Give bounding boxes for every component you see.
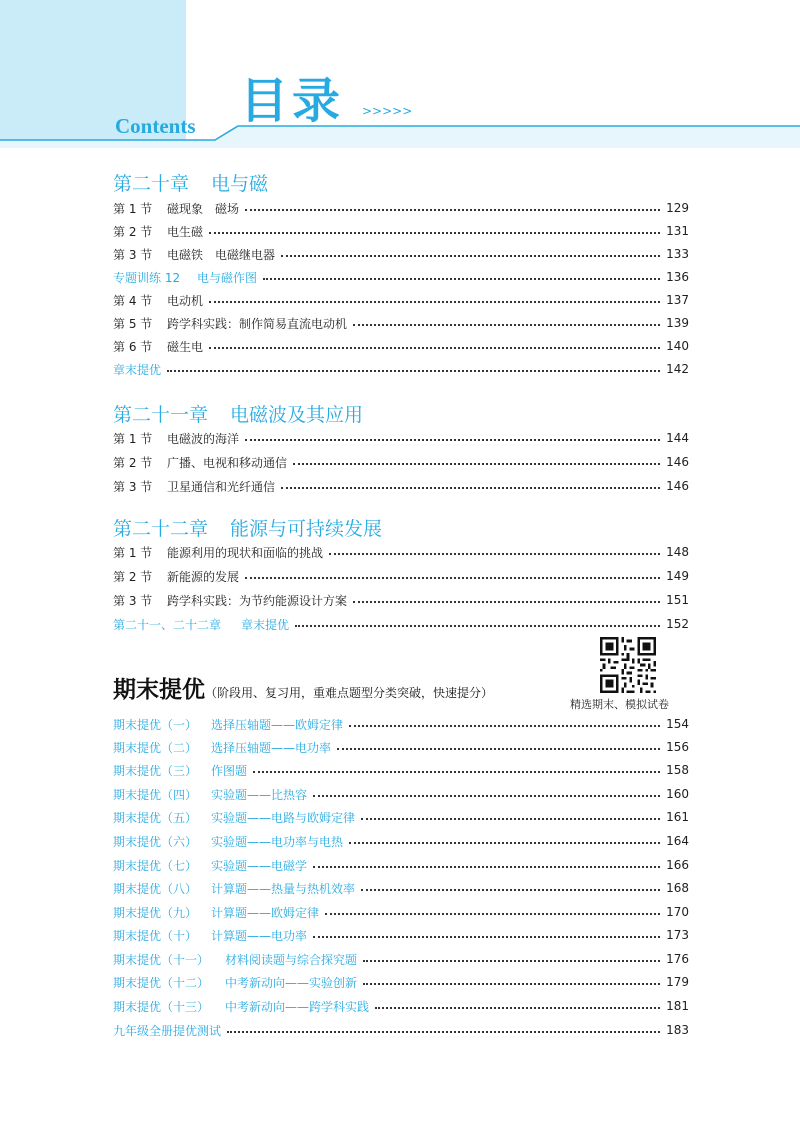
section-name: 电生磁 xyxy=(167,224,204,239)
final-review-heading xyxy=(113,671,493,704)
leader-dots xyxy=(329,553,660,555)
page-number: 137 xyxy=(666,293,689,307)
final-review-row[interactable] xyxy=(113,1020,689,1040)
page-number: 146 xyxy=(666,479,689,493)
final-review-label: 期末提优（五） xyxy=(113,810,198,825)
section-name: 广播、电视和移动通信 xyxy=(167,455,288,470)
final-review-row[interactable] xyxy=(113,925,689,945)
page-number: 179 xyxy=(666,975,689,989)
final-review-row[interactable] xyxy=(113,807,689,827)
final-review-label: 期末提优（七） xyxy=(113,858,198,873)
section-name: 电磁铁 电磁继电器 xyxy=(167,247,276,262)
qr-code-icon[interactable] xyxy=(600,637,656,693)
page-number: 166 xyxy=(666,858,689,872)
leader-dots xyxy=(349,842,660,844)
final-review-subtitle: （阶段用、复习用，重难点题型分类突破，快速提分） xyxy=(205,686,494,700)
page-number: 142 xyxy=(666,362,689,376)
final-review-label: 期末提优（十） xyxy=(113,928,198,943)
section-name: 能源利用的现状和面临的挑战 xyxy=(167,545,324,560)
leader-dots xyxy=(363,983,660,985)
chapter-title xyxy=(113,400,363,427)
leader-dots xyxy=(209,301,660,303)
leader-dots xyxy=(361,818,660,820)
final-review-name: 实验题——电路与欧姆定律 xyxy=(211,810,356,825)
page-number: 168 xyxy=(666,881,689,895)
section-name: 跨学科实践：为节约能源设计方案 xyxy=(167,593,348,608)
section-label: 第 2 节 xyxy=(113,569,153,584)
section-label: 第 1 节 xyxy=(113,431,153,446)
leader-dots xyxy=(245,577,660,579)
toc-row[interactable] xyxy=(113,542,689,562)
leader-dots xyxy=(325,913,660,915)
final-review-label: 期末提优（二） xyxy=(113,740,198,755)
page-number: 152 xyxy=(666,617,689,631)
toc-row[interactable] xyxy=(113,290,689,310)
final-review-row[interactable] xyxy=(113,737,689,757)
page-number: 170 xyxy=(666,905,689,919)
final-review-row[interactable] xyxy=(113,902,689,922)
chapter-name: 能源与可持续发展 xyxy=(230,518,383,540)
chapter-number: 第二十二章 xyxy=(113,518,209,540)
full-book-test-label: 九年级全册提优测试 xyxy=(113,1023,222,1038)
contents-label: Contents xyxy=(115,114,196,138)
page-number: 129 xyxy=(666,201,689,215)
page-title: 目录 xyxy=(240,73,345,129)
final-review-row[interactable] xyxy=(113,784,689,804)
final-review-name: 作图题 xyxy=(211,763,248,778)
chapter-review-label: 章末提优 xyxy=(113,362,162,377)
final-review-name: 中考新动向——实验创新 xyxy=(225,975,358,990)
chapter-range-label: 第二十一、二十二章 xyxy=(113,617,222,632)
section-name: 电动机 xyxy=(167,293,204,308)
toc-row[interactable] xyxy=(113,336,689,356)
page-number: 154 xyxy=(666,717,689,731)
chapter-title xyxy=(113,169,268,196)
final-review-label: 期末提优（四） xyxy=(113,787,198,802)
toc-row[interactable] xyxy=(113,221,689,241)
leader-dots xyxy=(281,255,660,257)
leader-dots xyxy=(353,324,660,326)
leader-dots xyxy=(313,795,660,797)
chapter-title xyxy=(113,514,382,541)
section-name: 磁现象 磁场 xyxy=(167,201,240,216)
page-number: 139 xyxy=(666,316,689,330)
toc-row[interactable] xyxy=(113,590,689,610)
leader-dots xyxy=(349,725,660,727)
leader-dots xyxy=(209,347,660,349)
page-number: 173 xyxy=(666,928,689,942)
leader-dots xyxy=(353,601,660,603)
leader-dots xyxy=(295,625,660,627)
final-review-label: 期末提优（九） xyxy=(113,905,198,920)
page-number: 181 xyxy=(666,999,689,1013)
final-review-label: 期末提优（三） xyxy=(113,763,198,778)
leader-dots xyxy=(313,936,660,938)
final-review-row[interactable] xyxy=(113,855,689,875)
final-review-name: 中考新动向——跨学科实践 xyxy=(225,999,370,1014)
section-label: 第 1 节 xyxy=(113,545,153,560)
qr-caption: 精选期末、模拟试卷 xyxy=(570,698,669,711)
toc-row[interactable] xyxy=(113,267,689,287)
final-review-name: 计算题——热量与热机效率 xyxy=(211,881,356,896)
toc-row[interactable] xyxy=(113,244,689,264)
section-label: 第 2 节 xyxy=(113,224,153,239)
final-review-row[interactable] xyxy=(113,996,689,1016)
final-review-name: 实验题——比热容 xyxy=(211,787,308,802)
leader-dots xyxy=(363,960,660,962)
leader-dots xyxy=(337,748,660,750)
final-review-name: 材料阅读题与综合探究题 xyxy=(225,952,358,967)
final-review-name: 计算题——电功率 xyxy=(211,928,308,943)
section-name: 跨学科实践：制作简易直流电动机 xyxy=(167,316,348,331)
final-review-row[interactable] xyxy=(113,831,689,851)
page-number: 148 xyxy=(666,545,689,559)
final-review-label: 期末提优（一） xyxy=(113,717,198,732)
leader-dots xyxy=(313,866,660,868)
leader-dots xyxy=(245,209,660,211)
section-label: 第 2 节 xyxy=(113,455,153,470)
leader-dots xyxy=(375,1007,660,1009)
chapter-review-label: 章末提优 xyxy=(241,617,290,632)
toc-row[interactable] xyxy=(113,313,689,333)
section-label: 第 1 节 xyxy=(113,201,153,216)
page-number: 146 xyxy=(666,455,689,469)
chapter-name: 电磁波及其应用 xyxy=(230,404,364,426)
page-number: 144 xyxy=(666,431,689,445)
section-label: 第 5 节 xyxy=(113,316,153,331)
section-label: 第 6 节 xyxy=(113,339,153,354)
page-number: 149 xyxy=(666,569,689,583)
final-review-label: 期末提优（十一） xyxy=(113,952,210,967)
leader-dots xyxy=(293,463,660,465)
chapter-number: 第二十章 xyxy=(113,173,190,195)
toc-row[interactable] xyxy=(113,428,689,448)
final-review-row[interactable] xyxy=(113,714,689,734)
page-number: 131 xyxy=(666,224,689,238)
toc-row[interactable] xyxy=(113,566,689,586)
final-review-row[interactable] xyxy=(113,760,689,780)
section-name: 电磁波的海洋 xyxy=(167,431,240,446)
page-number: 140 xyxy=(666,339,689,353)
section-name: 电与磁作图 xyxy=(197,270,258,285)
section-label: 第 3 节 xyxy=(113,593,153,608)
toc-row[interactable] xyxy=(113,476,689,496)
final-review-label: 期末提优（六） xyxy=(113,834,198,849)
final-review-row[interactable] xyxy=(113,949,689,969)
leader-dots xyxy=(209,232,660,234)
toc-row[interactable] xyxy=(113,452,689,472)
leader-dots xyxy=(245,439,660,441)
section-name: 卫星通信和光纤通信 xyxy=(167,479,276,494)
chapter-number: 第二十一章 xyxy=(113,404,209,426)
toc-row[interactable] xyxy=(113,198,689,218)
page-number: 176 xyxy=(666,952,689,966)
final-review-name: 实验题——电磁学 xyxy=(211,858,308,873)
final-review-name: 选择压轴题——欧姆定律 xyxy=(211,717,344,732)
final-review-name: 选择压轴题——电功率 xyxy=(211,740,332,755)
title-arrows: >>>>> xyxy=(362,104,413,118)
section-label: 第 4 节 xyxy=(113,293,153,308)
section-label: 第 3 节 xyxy=(113,247,153,262)
leader-dots xyxy=(167,370,660,372)
final-review-label: 期末提优（十三） xyxy=(113,999,210,1014)
leader-dots xyxy=(361,889,660,891)
page-number: 136 xyxy=(666,270,689,284)
page-number: 133 xyxy=(666,247,689,261)
leader-dots xyxy=(253,771,660,773)
final-review-label: 期末提优（十二） xyxy=(113,975,210,990)
page-number: 183 xyxy=(666,1023,689,1037)
page-number: 156 xyxy=(666,740,689,754)
chapter-name: 电与磁 xyxy=(211,173,269,195)
page-number: 158 xyxy=(666,763,689,777)
final-review-row[interactable] xyxy=(113,878,689,898)
final-review-label: 期末提优（八） xyxy=(113,881,198,896)
special-training-label: 专题训练 12 xyxy=(113,270,181,285)
page-number: 151 xyxy=(666,593,689,607)
page-number: 161 xyxy=(666,810,689,824)
leader-dots xyxy=(227,1031,660,1033)
page-number: 160 xyxy=(666,787,689,801)
final-review-row[interactable] xyxy=(113,972,689,992)
section-name: 新能源的发展 xyxy=(167,569,240,584)
final-review-name: 实验题——电功率与电热 xyxy=(211,834,344,849)
leader-dots xyxy=(281,487,660,489)
page-number: 164 xyxy=(666,834,689,848)
final-review-title: 期末提优 xyxy=(113,677,205,703)
final-review-name: 计算题——欧姆定律 xyxy=(211,905,320,920)
section-label: 第 3 节 xyxy=(113,479,153,494)
toc-row[interactable] xyxy=(113,614,689,634)
toc-row[interactable] xyxy=(113,359,689,379)
leader-dots xyxy=(263,278,660,280)
section-name: 磁生电 xyxy=(167,339,204,354)
